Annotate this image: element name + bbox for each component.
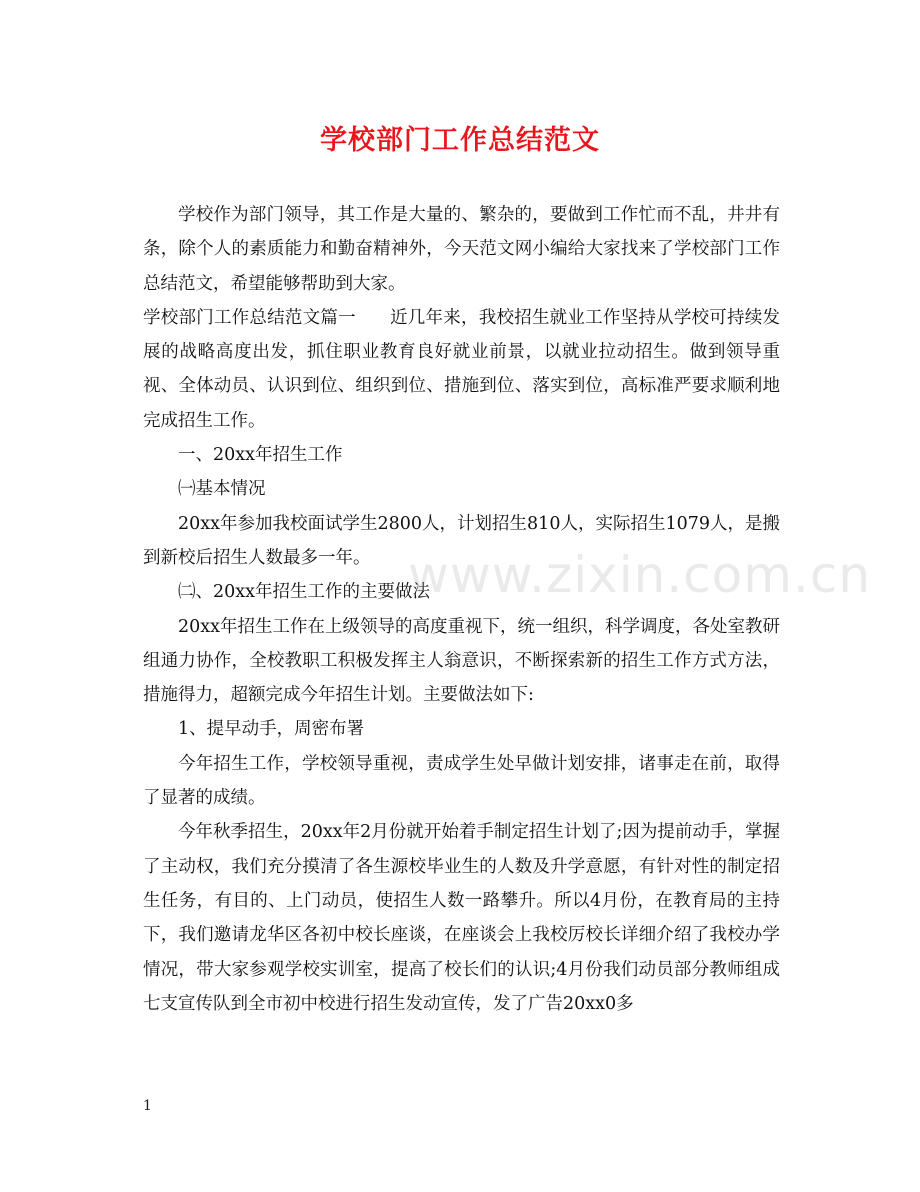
heading-admissions: 一、20xx年招生工作 bbox=[178, 445, 343, 466]
subheading-main-methods: ㈡、20xx年招生工作的主要做法 bbox=[178, 582, 431, 603]
watermark: www.zixin.com.cn bbox=[408, 546, 872, 604]
paragraph-basic-situation: 20xx年参加我校面试学生2800人，计划招生810人，实际招生1079人，是搬到新校后招生人数最多一年。 bbox=[143, 513, 780, 568]
subheading-basic-situation: ㈠基本情况 bbox=[178, 479, 266, 500]
paragraph-autumn-admissions: 今年秋季招生，20xx年2月份就开始着手制定招生计划了;因为提前动手，掌握了主动权，我们充分摸清了各生源校毕业生的人数及升学意愿，有针对性的制定招生任务，有目的、上门动员，使招生人数一路攀升。所以4月份，在教育局的主持下，我们邀请龙华区各初中校长座谈，在座谈会上我校厉校长详细介绍了我校办学情况，带大家参观学校实训室，提高了校长们的认识;4月份我们动员部分教师组成七支宣传队到全市初中校进行招生发动宣传，发了广告20xx0多 bbox=[143, 822, 780, 1014]
section-paragraph bbox=[143, 301, 780, 438]
section-paragraph-text: 近几年来，我校招生就业工作坚持从学校可持续发展的战略高度出发，抓住职业教育良好就业前景，以就业拉动招生。做到领导重视、全体动员、认识到位、组织到位、措施到位、落实到位，高标准严要求顺利地完成招生工作。 bbox=[143, 307, 781, 431]
paragraph-leadership: 今年招生工作，学校领导重视，责成学生处早做计划安排，诸事走在前，取得了显著的成绩。 bbox=[143, 753, 780, 809]
document-title: 学校部门工作总结范文 bbox=[320, 125, 600, 156]
subheading-early-start: 1、提早动手，周密布署 bbox=[178, 719, 365, 740]
page-number: 1 bbox=[143, 1098, 152, 1114]
section-label: 学校部门工作总结范文篇一 bbox=[143, 307, 356, 328]
intro-paragraph: 学校作为部门领导，其工作是大量的、繁杂的，要做到工作忙而不乱，井井有条，除个人的素质能力和勤奋精神外，今天范文网小编给大家找来了学校部门工作总结范文，希望能够帮助到大家。 bbox=[143, 205, 780, 294]
paragraph-main-methods: 20xx年招生工作在上级领导的高度重视下，统一组织，科学调度，各处室教研组通力协作，全校教职工积极发挥主人翁意识，不断探索新的招生工作方式方法，措施得力，超额完成今年招生计划。主要做法如下: bbox=[143, 616, 781, 706]
document-body bbox=[143, 198, 780, 1021]
